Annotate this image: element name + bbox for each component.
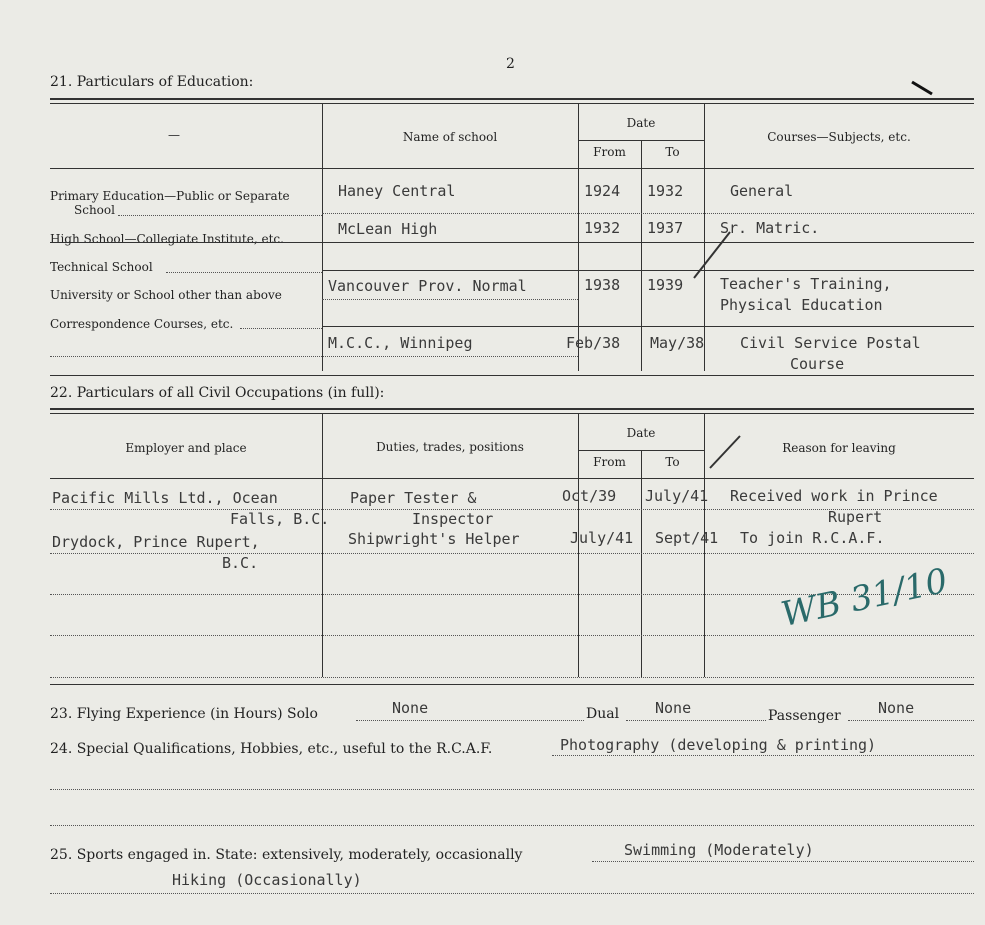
dotted-line bbox=[322, 213, 974, 214]
courses: Sr. Matric. bbox=[720, 219, 820, 237]
date-from: July/41 bbox=[570, 529, 634, 547]
courses-line-2: Course bbox=[790, 355, 845, 373]
dotted-line bbox=[50, 677, 974, 678]
passenger-label: Passenger bbox=[768, 708, 841, 724]
date-to: 1939 bbox=[647, 276, 684, 294]
dotted-line bbox=[50, 789, 974, 790]
rule bbox=[50, 684, 974, 685]
rule bbox=[50, 408, 974, 410]
date-from: Oct/39 bbox=[562, 487, 617, 505]
dotted-line bbox=[552, 755, 974, 756]
dotted-line bbox=[50, 893, 974, 894]
courses: Civil Service Postal bbox=[740, 334, 921, 352]
col-reason-header: Reason for leaving bbox=[782, 441, 896, 455]
col-school-header: Name of school bbox=[402, 130, 498, 144]
dotted-line bbox=[50, 509, 974, 510]
dotted-line bbox=[118, 215, 322, 216]
dotted-line bbox=[626, 720, 766, 721]
dotted-line bbox=[50, 553, 974, 554]
courses-line-2: Physical Education bbox=[720, 296, 883, 314]
duties: Paper Tester & bbox=[350, 489, 477, 507]
column-line bbox=[641, 450, 642, 677]
qualifications-value: Photography (developing & printing) bbox=[560, 736, 877, 754]
dotted-line bbox=[848, 720, 974, 721]
duties-line-2: Inspector bbox=[412, 510, 494, 528]
rule bbox=[50, 413, 974, 414]
rule bbox=[50, 375, 974, 376]
date-to: May/38 bbox=[650, 334, 705, 352]
col-to-header: To bbox=[665, 145, 680, 159]
solo-value: None bbox=[392, 699, 429, 717]
handwritten-initials: WB 31/10 bbox=[777, 560, 952, 636]
column-line bbox=[578, 103, 579, 371]
rule bbox=[50, 168, 974, 169]
col-date-header: Date bbox=[626, 116, 656, 130]
courses: Teacher's Training, bbox=[720, 275, 892, 293]
checkmark-icon bbox=[690, 226, 734, 282]
school-name: M.C.C., Winnipeg bbox=[328, 334, 473, 352]
col-to-header: To bbox=[665, 455, 680, 469]
dotted-line bbox=[592, 861, 974, 862]
col-from-header: From bbox=[593, 145, 626, 159]
date-from: 1924 bbox=[584, 182, 621, 200]
pen-mark-icon bbox=[910, 78, 936, 98]
passenger-value: None bbox=[878, 699, 915, 717]
school-name: McLean High bbox=[338, 220, 438, 238]
col-courses-header: Courses—Subjects, etc. bbox=[767, 130, 911, 144]
date-to: 1937 bbox=[647, 219, 684, 237]
header-dash: — bbox=[168, 128, 180, 142]
date-to: Sept/41 bbox=[655, 529, 719, 547]
occupations-title: 22. Particulars of all Civil Occupations (in full): bbox=[50, 385, 385, 401]
rule bbox=[578, 450, 704, 451]
col-date-header: Date bbox=[626, 426, 656, 440]
employer-line-2: Falls, B.C. bbox=[230, 510, 330, 528]
flying-label: 23. Flying Experience (in Hours) Solo bbox=[50, 706, 318, 722]
rule bbox=[50, 242, 974, 243]
sports-value-2: Hiking (Occasionally) bbox=[172, 871, 362, 889]
col-from-header: From bbox=[593, 455, 626, 469]
column-line bbox=[641, 140, 642, 371]
employer-line-2: B.C. bbox=[222, 554, 259, 572]
page-number: 2 bbox=[506, 56, 515, 72]
col-employer-header: Employer and place bbox=[125, 441, 247, 455]
sports-label: 25. Sports engaged in. State: extensively, moderately, occasionally bbox=[50, 847, 523, 863]
row-label-primary-2: School bbox=[74, 203, 115, 217]
rule bbox=[322, 270, 974, 271]
date-from: 1932 bbox=[584, 219, 621, 237]
rule bbox=[50, 98, 974, 100]
col-duties-header: Duties, trades, positions bbox=[376, 440, 524, 454]
dotted-line bbox=[166, 272, 322, 273]
reason: Received work in Prince bbox=[730, 487, 938, 505]
sports-value: Swimming (Moderately) bbox=[624, 841, 814, 859]
row-label-technical: Technical School bbox=[50, 260, 153, 274]
rule bbox=[578, 140, 704, 141]
date-from: Feb/38 bbox=[566, 334, 621, 352]
rule bbox=[50, 478, 974, 479]
row-label-primary: Primary Education—Public or Separate bbox=[50, 189, 290, 203]
row-label-university: University or School other than above bbox=[50, 288, 282, 302]
rule bbox=[50, 103, 974, 104]
courses: General bbox=[730, 182, 794, 200]
dual-value: None bbox=[655, 699, 692, 717]
employer: Pacific Mills Ltd., Ocean bbox=[52, 489, 278, 507]
dotted-line bbox=[356, 720, 584, 721]
dotted-line bbox=[50, 825, 974, 826]
dotted-line bbox=[322, 299, 578, 300]
checkmark-icon bbox=[708, 432, 744, 472]
row-label-correspondence: Correspondence Courses, etc. bbox=[50, 317, 234, 331]
dotted-line bbox=[50, 635, 974, 636]
education-title: 21. Particulars of Education: bbox=[50, 74, 254, 90]
school-name: Vancouver Prov. Normal bbox=[328, 277, 527, 295]
dotted-line bbox=[240, 328, 322, 329]
reason-line-2: Rupert bbox=[828, 508, 883, 526]
dotted-line bbox=[50, 356, 578, 357]
duties: Shipwright's Helper bbox=[348, 530, 520, 548]
date-from: 1938 bbox=[584, 276, 621, 294]
employer: Drydock, Prince Rupert, bbox=[52, 533, 260, 551]
date-to: July/41 bbox=[645, 487, 709, 505]
row-label-high-school: High School—Collegiate Institute, etc. bbox=[50, 232, 284, 246]
date-to: 1932 bbox=[647, 182, 684, 200]
reason: To join R.C.A.F. bbox=[740, 529, 885, 547]
qualifications-label: 24. Special Qualifications, Hobbies, etc., useful to the R.C.A.F. bbox=[50, 741, 493, 757]
dual-label: Dual bbox=[586, 706, 620, 722]
school-name: Haney Central bbox=[338, 182, 456, 200]
rule bbox=[322, 326, 974, 327]
